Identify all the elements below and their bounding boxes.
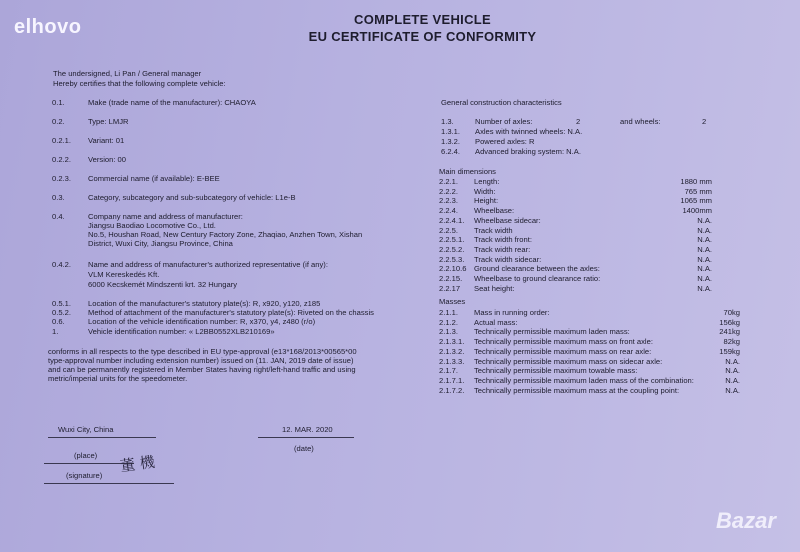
dimension-label: Ground clearance between the axles: <box>474 264 600 274</box>
mass-num: 2.1.3.2. <box>439 346 465 356</box>
item-variant: Variant: 01 <box>88 136 125 145</box>
wheels-value: 2 <box>702 117 707 126</box>
item-commercial-name: Commercial name (if available): E-BEE <box>88 174 220 183</box>
dimension-label: Wheelbase sidecar: <box>474 215 541 225</box>
elhovo-watermark: elhovo <box>14 16 82 38</box>
masses-heading: Masses <box>439 297 466 306</box>
item-num: 0.1. <box>52 98 65 107</box>
general-heading: General construction characteristics <box>441 98 562 107</box>
axles-value: 2 <box>576 117 581 126</box>
place-value: Wuxi City, China <box>58 425 114 434</box>
dimension-label: Height: <box>474 196 499 206</box>
dimension-num: 2.2.5.1. <box>439 235 465 245</box>
mass-value: 156kg <box>719 317 740 327</box>
dimension-num: 2.2.2. <box>439 186 458 196</box>
conformity-line: metric/imperial units for the speedometer. <box>48 374 188 383</box>
dimension-num: 2.2.5.3. <box>439 254 465 264</box>
dimension-value: N.A. <box>697 254 712 264</box>
item-make: Make (trade name of the manufacturer): CHAOYA <box>88 98 256 107</box>
mass-num: 2.1.3.1. <box>439 337 465 347</box>
title-complete-vehicle: COMPLETE VEHICLE <box>354 12 491 27</box>
item-num: 0.2.1. <box>52 136 71 145</box>
plate-attachment: Method of attachment of the manufacturer's statutory plate(s): Riveted on the chassis <box>88 308 374 317</box>
dimension-value: N.A. <box>697 264 712 274</box>
item-num: 0.2. <box>52 117 65 126</box>
item-num: 0.4. <box>52 212 65 221</box>
dimension-num: 2.2.4.1. <box>439 215 465 225</box>
dimension-value: N.A. <box>697 225 712 235</box>
dimension-value: 1880 mm <box>680 177 712 186</box>
item-num: 0.5.1. <box>52 299 71 308</box>
item-manufacturer-heading: Company name and address of manufacturer: <box>88 212 243 221</box>
item-num: 0.2.3. <box>52 174 71 183</box>
dimension-value: 1400mm <box>682 206 712 216</box>
mass-label: Technically permissible maximum laden mass: <box>474 327 630 337</box>
dimension-label: Track width sidecar: <box>474 254 542 264</box>
item-num: 0.2.2. <box>52 155 71 164</box>
mass-label: Actual mass: <box>474 317 518 327</box>
dimension-num: 2.2.10.6 <box>439 264 467 274</box>
mass-num: 2.1.7.2. <box>439 385 465 395</box>
dimension-num: 2.2.1. <box>439 177 458 186</box>
item-representative-heading: Name and address of manufacturer's authorized representative (if any): <box>88 260 328 269</box>
dimension-value: N.A. <box>697 235 712 245</box>
mass-num: 2.1.3. <box>439 327 458 337</box>
place-line <box>48 437 156 438</box>
bazar-watermark: Bazar <box>716 508 776 533</box>
intro-line-1: The undersigned, Li Pan / General manager <box>53 69 202 78</box>
item-num: 1.3.1. <box>441 127 460 136</box>
mass-label: Technically permissible maximum mass at the coupling point: <box>474 385 680 395</box>
dimension-value: N.A. <box>697 215 712 225</box>
place-label: (place) <box>74 451 98 460</box>
mass-value: N.A. <box>725 356 740 366</box>
mass-num: 2.1.7. <box>439 366 458 376</box>
item-category: Category, subcategory and sub-subcategory of vehicle: L1e-B <box>88 193 296 202</box>
manufacturer-address-line: No.5, Houshan Road, New Century Factory Zone, Zhaqiao, Anzhen Town, Xishan <box>88 230 363 239</box>
mass-value: N.A. <box>725 366 740 376</box>
dimension-label: Wheelbase to ground clearance ratio: <box>474 274 601 283</box>
representative-address-line: 6000 Kecskemét Mindszenti krt. 32 Hungary <box>88 280 237 289</box>
signature-line <box>44 483 174 484</box>
signature-label: (signature) <box>66 471 103 480</box>
item-num: 1.3.2. <box>441 137 460 146</box>
twinned-wheels: Axles with twinned wheels: N.A. <box>475 127 583 136</box>
dimension-num: 2.2.3. <box>439 196 458 206</box>
dimension-label: Track width front: <box>474 235 532 245</box>
date-value: 12. MAR. 2020 <box>282 425 333 434</box>
conformity-line: type-approval number including extension number) issued on (11. JAN, 2019 date of issue) <box>48 356 354 365</box>
mass-label: Technically permissible maximum mass on rear axle: <box>474 346 652 356</box>
mass-num: 2.1.1. <box>439 308 458 317</box>
date-line <box>258 437 354 438</box>
dimension-label: Track width <box>474 225 513 235</box>
item-version: Version: 00 <box>88 155 126 164</box>
intro-line-2: Hereby certifies that the following complete vehicle: <box>53 79 226 88</box>
mass-label: Technically permissible maximum mass on sidecar axle: <box>474 356 663 366</box>
mass-value: 82kg <box>723 337 740 347</box>
dimension-value: N.A. <box>697 274 712 283</box>
mass-value: 70kg <box>723 308 740 317</box>
dimension-num: 2.2.17 <box>439 283 461 293</box>
dimension-label: Track width rear: <box>474 244 531 254</box>
item-num: 6.2.4. <box>441 147 460 156</box>
handwritten-signature: 董 機 <box>118 452 156 476</box>
item-num: 1. <box>52 327 59 336</box>
item-num: 0.3. <box>52 193 65 202</box>
mass-value: N.A. <box>725 375 740 385</box>
vin-location: Location of the vehicle identification number: R, x370, y4, z480 (r/o) <box>88 317 316 326</box>
manufacturer-address-line: District, Wuxi City, Jiangsu Province, China <box>88 239 233 248</box>
dimension-value: N.A. <box>697 283 712 293</box>
date-label: (date) <box>294 444 314 453</box>
mass-label: Technically permissible maximum mass on front axle: <box>474 337 653 347</box>
dimension-label: Wheelbase: <box>474 206 515 216</box>
dimension-num: 2.2.5.2. <box>439 244 465 254</box>
plate-location: Location of the manufacturer's statutory plate(s): R, x920, y120, z185 <box>88 299 321 308</box>
mass-label: Technically permissible maximum towable mass: <box>474 366 638 376</box>
dimension-num: 2.2.4. <box>439 206 458 216</box>
conformity-line: and can be permanently registered in Member States having right/left-hand traffic and using <box>48 365 356 374</box>
dimension-num: 2.2.15. <box>439 274 463 283</box>
axles-label: Number of axles: <box>475 117 533 126</box>
dimension-label: Seat height: <box>474 283 515 293</box>
mass-value: 241kg <box>719 327 740 337</box>
item-type: Type: LMJR <box>88 117 129 126</box>
mass-num: 2.1.7.1. <box>439 375 465 385</box>
item-num: 0.4.2. <box>52 260 71 269</box>
mass-num: 2.1.2. <box>439 317 458 327</box>
dimension-value: 1065 mm <box>680 196 712 206</box>
mass-label: Mass in running order: <box>474 308 550 317</box>
item-num: 1.3. <box>441 117 454 126</box>
manufacturer-address-line: Jiangsu Baodiao Locomotive Co., Ltd. <box>88 221 216 230</box>
wheels-label: and wheels: <box>620 117 661 126</box>
item-num: 0.5.2. <box>52 308 71 317</box>
title-eu-certificate: EU CERTIFICATE OF CONFORMITY <box>308 29 537 44</box>
dimension-value: 765 mm <box>684 186 712 196</box>
dimension-value: N.A. <box>697 244 712 254</box>
vin-number: Vehicle identification number: « L2BB0552XLB210169» <box>88 327 275 336</box>
dimensions-heading: Main dimensions <box>439 167 496 176</box>
mass-value: 159kg <box>719 346 740 356</box>
mass-label: Technically permissible maximum laden mass of the combination: <box>474 375 694 385</box>
dimension-label: Length: <box>474 177 500 186</box>
representative-address-line: VLM Kereskedés Kft. <box>88 270 160 279</box>
dimension-label: Width: <box>474 186 496 196</box>
item-num: 0.6. <box>52 317 65 326</box>
conformity-line: conforms in all respects to the type described in EU type-approval (e13*168/2013*00565*00 <box>48 347 357 356</box>
mass-num: 2.1.3.3. <box>439 356 465 366</box>
powered-axles: Powered axles: R <box>475 137 535 146</box>
braking-system: Advanced braking system: N.A. <box>475 147 581 156</box>
mass-value: N.A. <box>725 385 740 395</box>
dimension-num: 2.2.5. <box>439 225 458 235</box>
